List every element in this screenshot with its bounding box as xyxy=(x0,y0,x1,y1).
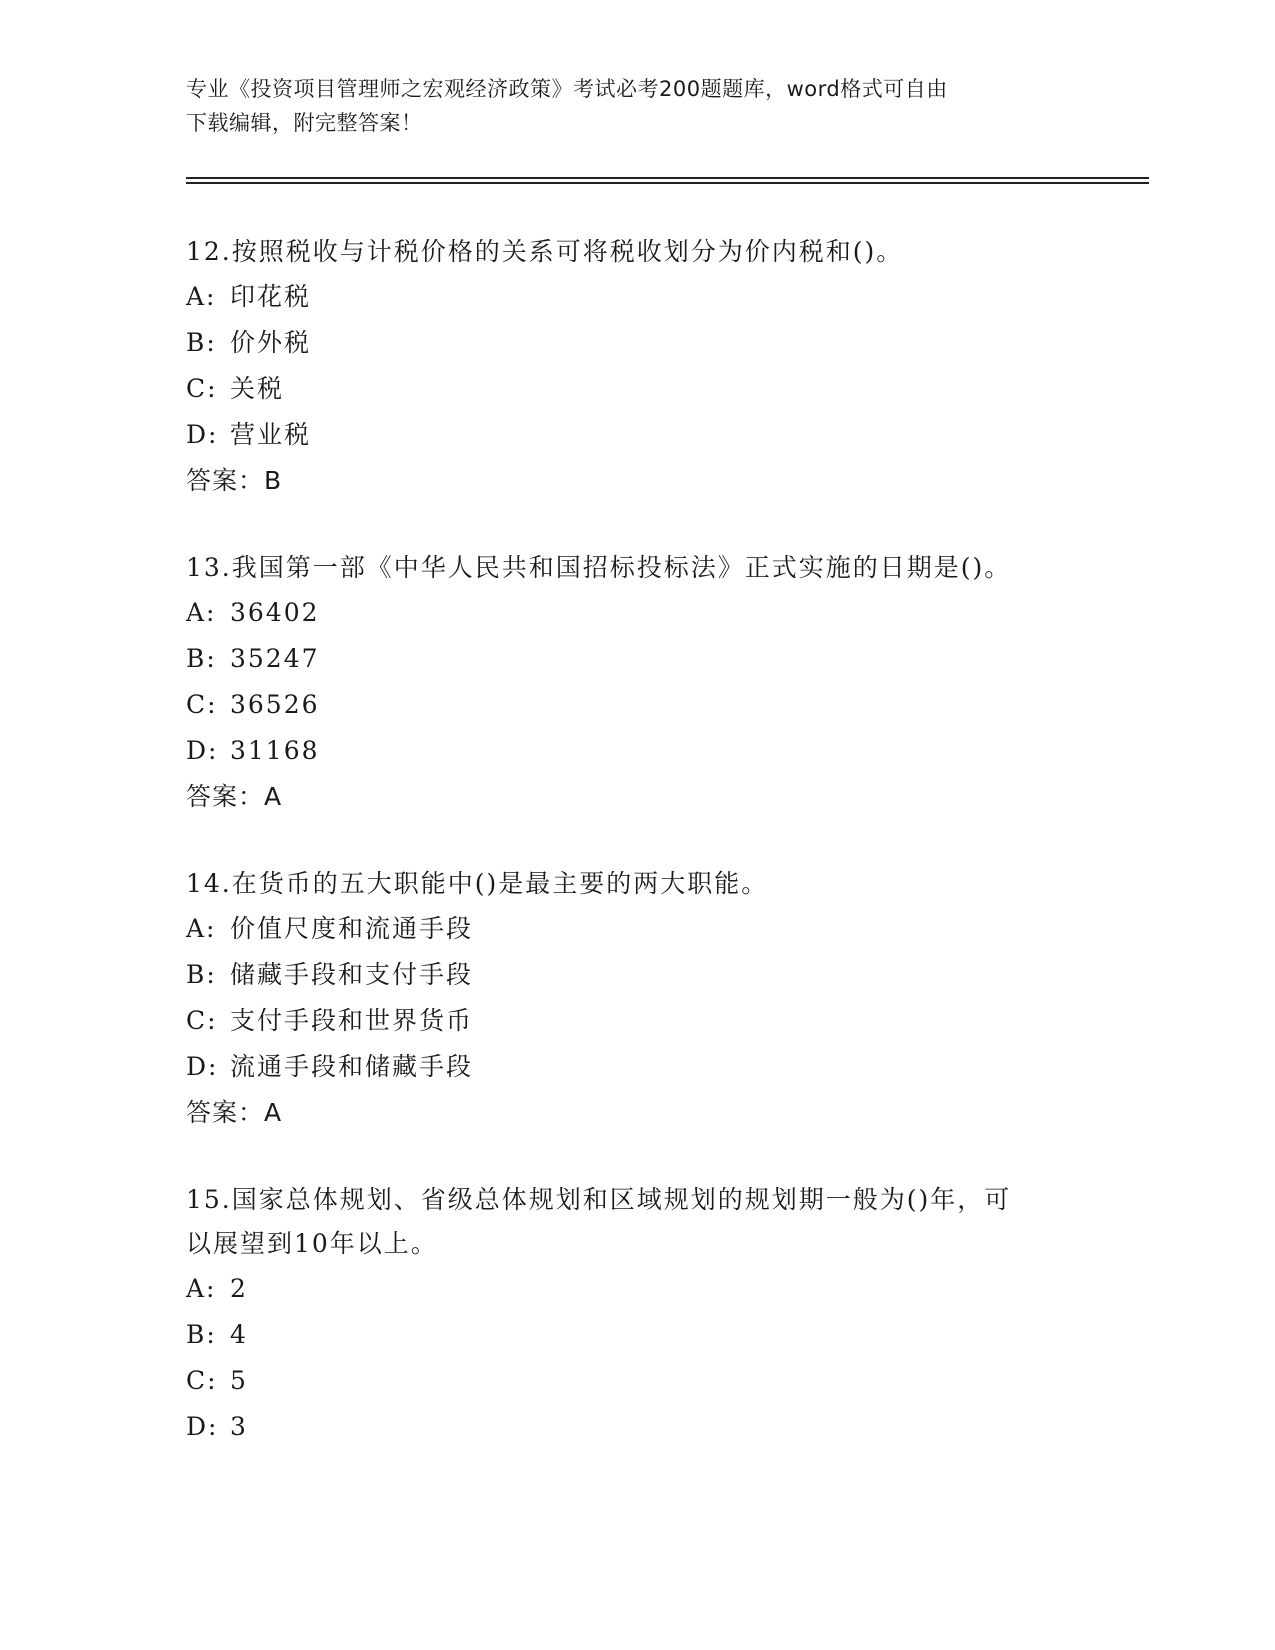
option-key: C: xyxy=(186,374,218,403)
header-line-1: 专业《投资项目管理师之宏观经济政策》考试必考200题题库，word格式可自由 xyxy=(186,77,948,101)
question-15 xyxy=(186,1178,1086,1450)
option-key: D: xyxy=(186,420,219,449)
option-text: 印花税 xyxy=(230,282,312,311)
option-key: C: xyxy=(186,1366,218,1395)
question-stem xyxy=(186,1178,1086,1266)
option-key: A: xyxy=(186,914,217,943)
answer-label: 答案： xyxy=(186,1098,265,1127)
option-text: 36402 xyxy=(230,598,320,627)
option-key: B: xyxy=(186,1320,217,1349)
option-key: C: xyxy=(186,690,218,719)
question-12 xyxy=(186,230,1086,504)
option-key: D: xyxy=(186,1052,219,1081)
header-divider-top xyxy=(186,177,1149,179)
option-c xyxy=(186,998,1086,1044)
answer-value: A xyxy=(264,1098,283,1127)
option-key: A: xyxy=(186,598,217,627)
option-c xyxy=(186,366,1086,412)
answer-value: A xyxy=(264,782,283,811)
answer-value: B xyxy=(264,466,283,495)
option-b xyxy=(186,636,1086,682)
option-text: 关税 xyxy=(230,374,285,403)
answer-line xyxy=(186,774,1086,820)
option-d xyxy=(186,1404,1086,1450)
question-14 xyxy=(186,862,1086,1136)
option-key: B: xyxy=(186,644,217,673)
option-c xyxy=(186,682,1086,728)
option-d xyxy=(186,1044,1086,1090)
option-text: 35247 xyxy=(230,644,320,673)
option-text: 31168 xyxy=(230,736,320,765)
answer-line xyxy=(186,1090,1086,1136)
option-key: C: xyxy=(186,1006,218,1035)
option-b xyxy=(186,320,1086,366)
option-text: 价值尺度和流通手段 xyxy=(230,914,474,943)
option-key: A: xyxy=(186,1274,217,1303)
option-text: 支付手段和世界货币 xyxy=(230,1006,474,1035)
option-a xyxy=(186,590,1086,636)
option-c xyxy=(186,1358,1086,1404)
option-text: 4 xyxy=(230,1320,248,1349)
question-stem: 12.按照税收与计税价格的关系可将税收划分为价内税和()。 xyxy=(186,237,904,266)
question-stem-line-1: 15.国家总体规划、省级总体规划和区域规划的规划期一般为()年，可 xyxy=(186,1185,1012,1214)
question-stem: 13.我国第一部《中华人民共和国招标投标法》正式实施的日期是()。 xyxy=(186,553,1012,582)
option-a xyxy=(186,906,1086,952)
option-key: D: xyxy=(186,736,219,765)
option-text: 5 xyxy=(230,1366,248,1395)
document-header xyxy=(186,72,1086,140)
option-key: A: xyxy=(186,282,217,311)
option-b xyxy=(186,952,1086,998)
option-a xyxy=(186,274,1086,320)
option-a xyxy=(186,1266,1086,1312)
header-line-2: 下载编辑，附完整答案！ xyxy=(186,111,423,135)
option-b xyxy=(186,1312,1086,1358)
option-text: 流通手段和储藏手段 xyxy=(230,1052,474,1081)
option-key: D: xyxy=(186,1412,219,1441)
option-text: 3 xyxy=(230,1412,248,1441)
option-text: 2 xyxy=(230,1274,248,1303)
option-text: 储藏手段和支付手段 xyxy=(230,960,474,989)
answer-label: 答案： xyxy=(186,466,265,495)
option-text: 36526 xyxy=(230,690,320,719)
option-key: B: xyxy=(186,960,217,989)
question-stem-line-2: 以展望到10年以上。 xyxy=(186,1229,438,1258)
answer-label: 答案： xyxy=(186,782,265,811)
answer-line xyxy=(186,458,1086,504)
option-key: B: xyxy=(186,328,217,357)
option-text: 营业税 xyxy=(230,420,312,449)
option-text: 价外税 xyxy=(230,328,312,357)
question-stem: 14.在货币的五大职能中()是最主要的两大职能。 xyxy=(186,869,769,898)
question-13 xyxy=(186,546,1086,820)
option-d xyxy=(186,412,1086,458)
header-divider-bottom xyxy=(186,182,1149,184)
option-d xyxy=(186,728,1086,774)
